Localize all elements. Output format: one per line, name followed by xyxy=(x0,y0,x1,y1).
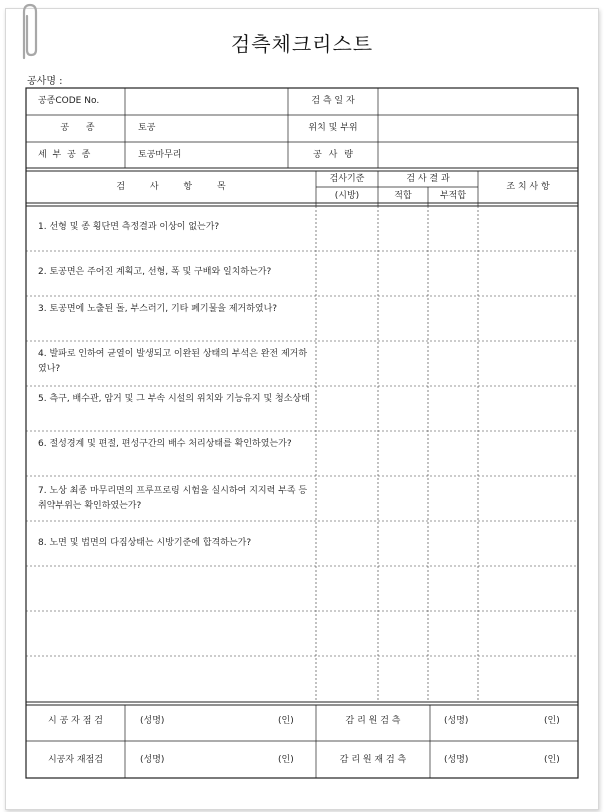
checklist-item: 3. 토공면에 노출된 돌, 부스러기, 기타 폐기물을 제거하였나? xyxy=(38,304,278,314)
contractor-inspect-label: 시 공 자 점 검 xyxy=(48,716,103,726)
contractor-seal-label: (인) xyxy=(278,716,294,726)
inspect-date-label: 검 측 일 자 xyxy=(311,96,355,106)
items-column-header: 검 사 항 목 xyxy=(116,182,226,192)
work-code-label: 공종CODE No. xyxy=(38,96,100,106)
contractor-reinspect-label: 시공자 재점검 xyxy=(47,755,104,765)
standard-header: 검사기준 xyxy=(329,174,365,184)
checklist-item: 1. 선형 및 종 횡단면 측정결과 이상이 없는가? xyxy=(38,222,220,232)
contractor-sign-label: (성명) xyxy=(140,716,165,726)
page-title: 검측체크리스트 xyxy=(230,32,374,56)
work-type-value: 토공 xyxy=(138,123,156,133)
supervisor-reinspect-label: 감 리 원 재 검 측 xyxy=(339,755,407,765)
supervisor-sign-label: (성명) xyxy=(444,716,469,726)
action-header: 조 치 사 항 xyxy=(506,182,550,192)
result-header: 검 사 결 과 xyxy=(406,174,450,184)
supervisor-seal-label: (인) xyxy=(544,716,560,726)
location-label: 위치 및 부위 xyxy=(308,123,358,133)
checklist-item: 4. 발파로 인하여 균열이 발생되고 이완된 상태의 부석은 완전 제거하였나? xyxy=(38,349,308,374)
contractor-re-sign-label: (성명) xyxy=(140,755,165,765)
work-type-label: 공 종 xyxy=(60,123,95,133)
checklist-item: 8. 노면 및 법면의 다짐상태는 시방기준에 합격하는가? xyxy=(38,538,252,548)
supervisor-inspect-label: 감 리 원 검 측 xyxy=(345,716,401,726)
checklist-item: 6. 절성경계 및 편절, 편성구간의 배수 처리상태를 확인하였는가? xyxy=(38,439,292,449)
pass-header: 적합 xyxy=(394,191,412,201)
sub-work-value: 토공마무리 xyxy=(138,150,182,160)
sub-work-label: 세 부 공 종 xyxy=(38,150,91,160)
project-name-label: 공사명 : xyxy=(27,76,63,87)
checklist-item: 2. 토공면은 주어진 계획고, 선형, 폭 및 구배와 일치하는가? xyxy=(38,267,272,277)
supervisor-re-sign-label: (성명) xyxy=(444,755,469,765)
quantity-label: 공 사 량 xyxy=(313,150,353,160)
supervisor-re-seal-label: (인) xyxy=(544,755,560,765)
checklist-item: 5. 측구, 배수관, 암거 및 그 부속 시설의 위치와 기능유지 및 청소상태 xyxy=(38,394,310,404)
standard-sub-header: (시방) xyxy=(334,191,360,201)
contractor-re-seal-label: (인) xyxy=(278,755,294,765)
checklist-item: 7. 노상 최종 마무리면의 프루프로링 시험을 실시하여 지지력 부족 등 취약부위는 확인하였는가? xyxy=(38,486,308,511)
fail-header: 부적합 xyxy=(439,191,467,201)
